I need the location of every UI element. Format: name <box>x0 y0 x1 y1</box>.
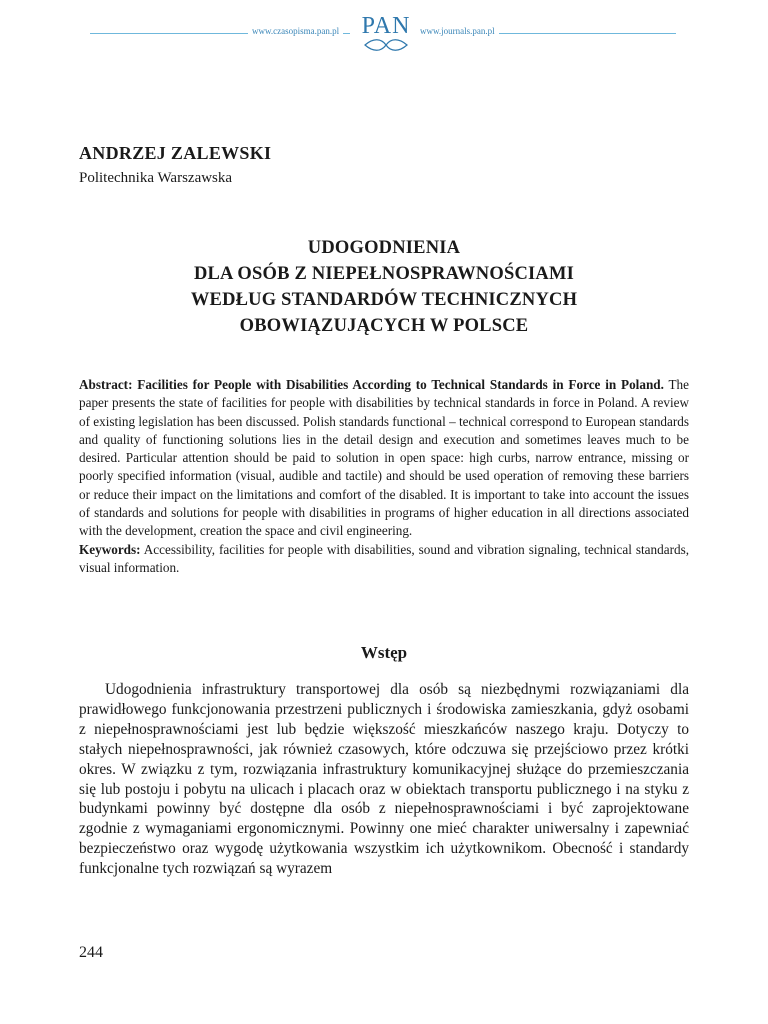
abstract-label: Abstract: Facilities for People with Disabilities According to Technical Standards in Force in Poland. <box>79 377 664 392</box>
intro-paragraph: Udogodnienia infrastruktury transportowej dla osób są niezbędnymi rozwiązaniami dla prawidłowego funkcjonowania przestrzeni publicznych i środowiska zamieszkania, gdyż osobami z niepełnosprawnościami jest lub będzie większość mieszkańców naszego kraju. Dotyczy to stałych niepełnosprawności, jak również czasowych, które odczuwa się przejściowo przez krótki okres. W związku z tym, rozwiązania infrastruktury komunikacyjnej służące do przemieszczania się lub postoju i pobytu na ulicach i placach oraz w obiektach transportu publicznego i na styku z budynkami powinny być dostępne dla osób z niepełnosprawnościami i być zaprojektowane zgodnie z wymaganiami ergonomicznymi. Powinny one mieć charakter uniwersalny i zapewniać bezpieczeństwo oraz wygodę użytkowania wszystkim ich użytkownikom. Obecność i standardy funkcjonalne tych rozwiązań są wyrazem <box>79 681 689 878</box>
abstract-paragraph <box>79 376 689 541</box>
page-number: 244 <box>79 944 103 961</box>
abstract-text: The paper presents the state of facilities for people with disabilities by technical standards in force in Poland. A review of existing legislation has been discussed. Polish standards functional – technical correspond to European standards and quality of functioning solutions lies in the detail design and execution and sometimes leaves much to be desired. Particular attention should be paid to solution in open space: high curbs, narrow entrance, missing or poorly specified information (visual, audible and tactile) and should be used operation of removing these barriers or reduce their impact on the limitations and comfort of the disabled. It is important to take into account the issues of standards and solutions for people with disabilities in programs of higher education in all directions associated with the development, creation the space and civil engineering. <box>79 377 690 539</box>
header-url-left[interactable]: www.czasopisma.pan.pl <box>248 26 343 36</box>
pan-logo <box>356 14 416 58</box>
pan-swoosh-icon <box>361 38 411 52</box>
author-affiliation: Politechnika Warszawska <box>79 170 233 186</box>
keywords-text: Accessibility, facilities for people with disabilities, sound and vibration signaling, technical standards, visual information. <box>79 541 689 575</box>
paper-title <box>79 235 689 339</box>
pan-logo-text: PAN <box>361 13 411 39</box>
title-line-3: WEDŁUG STANDARDÓW TECHNICZNYCH <box>190 290 578 310</box>
keywords-paragraph <box>79 541 689 578</box>
keywords-label: Keywords: <box>79 541 141 557</box>
abstract-block <box>79 376 689 577</box>
author-name: ANDRZEJ ZALEWSKI <box>79 143 272 163</box>
title-line-4: OBOWIĄZUJĄCYCH W POLSCE <box>239 316 529 336</box>
title-line-1: UDOGODNIENIA <box>307 238 461 258</box>
header-url-right[interactable]: www.journals.pan.pl <box>416 26 499 36</box>
section-heading: Wstęp <box>360 643 408 662</box>
title-line-2: DLA OSÓB Z NIEPEŁNOSPRAWNOŚCIAMI <box>193 264 575 284</box>
page-header <box>0 14 768 58</box>
